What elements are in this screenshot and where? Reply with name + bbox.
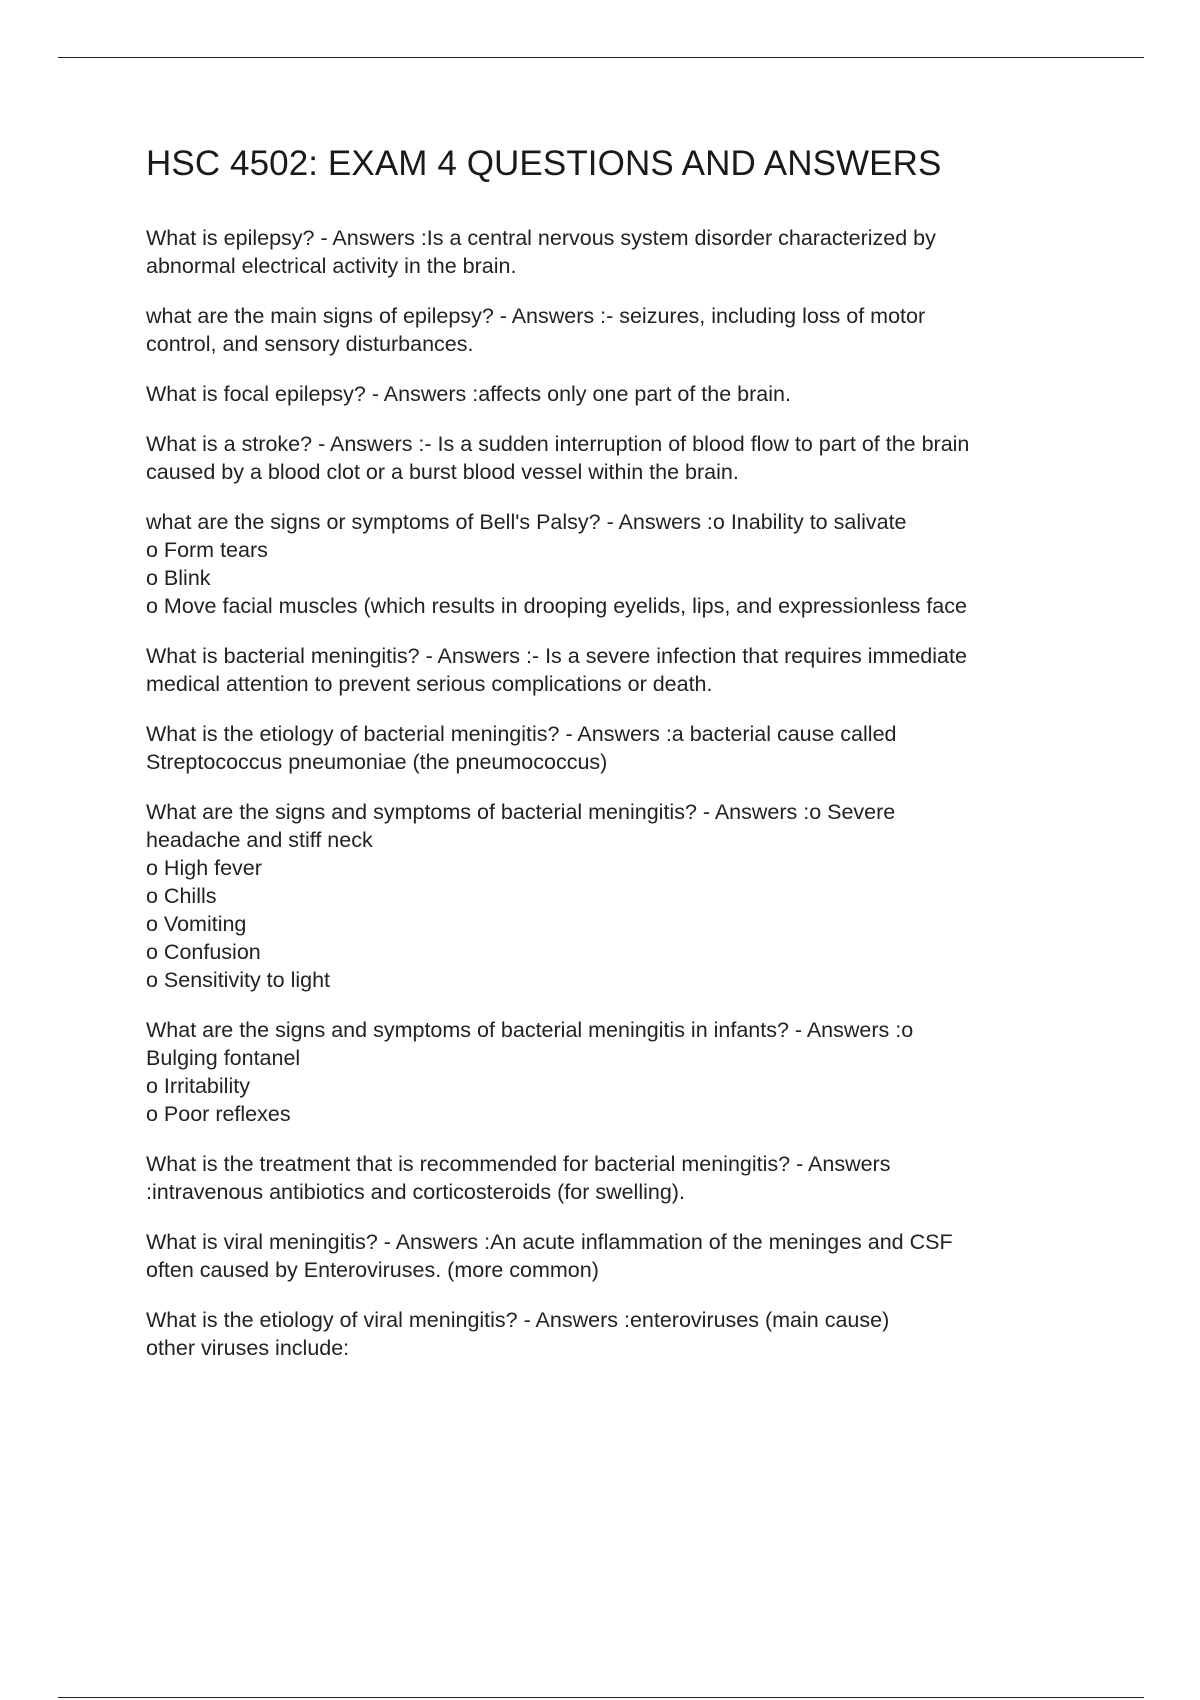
qa-line: headache and stiff neck	[146, 828, 373, 852]
qa-line: :intravenous antibiotics and corticosteroids (for swelling).	[146, 1180, 685, 1204]
qa-item	[146, 380, 1096, 408]
qa-line: What is the treatment that is recommended for bacterial meningitis? - Answers	[146, 1152, 891, 1176]
qa-item	[146, 508, 1096, 620]
qa-line: what are the main signs of epilepsy? - Answers :- seizures, including loss of motor	[146, 304, 926, 328]
qa-line: other viruses include:	[146, 1336, 350, 1360]
qa-line: medical attention to prevent serious complications or death.	[146, 672, 713, 696]
qa-line: What is viral meningitis? - Answers :An acute inflammation of the meninges and CSF	[146, 1230, 953, 1254]
qa-line: Bulging fontanel	[146, 1046, 301, 1070]
qa-item	[146, 720, 1096, 776]
qa-line: What is epilepsy? - Answers :Is a central nervous system disorder characterized by	[146, 226, 936, 250]
qa-line: often caused by Enteroviruses. (more common)	[146, 1258, 599, 1282]
qa-line: What is bacterial meningitis? - Answers :- Is a severe infection that requires immediate	[146, 644, 967, 668]
qa-line: o Vomiting	[146, 912, 247, 936]
qa-line: What is the etiology of viral meningitis? - Answers :enteroviruses (main cause)	[146, 1308, 890, 1332]
qa-line: Streptococcus pneumoniae (the pneumococcus)	[146, 750, 608, 774]
qa-line: o Blink	[146, 566, 211, 590]
qa-line: o High fever	[146, 856, 262, 880]
document-title: HSC 4502: EXAM 4 QUESTIONS AND ANSWERS	[146, 144, 942, 183]
qa-item	[146, 1150, 1096, 1206]
qa-line: What is a stroke? - Answers :- Is a sudden interruption of blood flow to part of the brain	[146, 432, 970, 456]
qa-line: what are the signs or symptoms of Bell's Palsy? - Answers :o Inability to salivate	[146, 510, 907, 534]
qa-line: o Chills	[146, 884, 217, 908]
qa-item	[146, 302, 1096, 358]
qa-line: What are the signs and symptoms of bacterial meningitis? - Answers :o Severe	[146, 800, 896, 824]
qa-line: caused by a blood clot or a burst blood vessel within the brain.	[146, 460, 739, 484]
qa-line: o Form tears	[146, 538, 268, 562]
qa-item	[146, 430, 1096, 486]
qa-line: o Irritability	[146, 1074, 250, 1098]
qa-item	[146, 1306, 1096, 1362]
document-body	[146, 142, 1096, 1384]
qa-line: o Poor reflexes	[146, 1102, 291, 1126]
qa-item	[146, 798, 1096, 994]
qa-item	[146, 224, 1096, 280]
qa-line: What is focal epilepsy? - Answers :affects only one part of the brain.	[146, 382, 791, 406]
qa-line: control, and sensory disturbances.	[146, 332, 474, 356]
qa-item	[146, 642, 1096, 698]
header-rule	[58, 57, 1144, 58]
qa-list	[146, 224, 1096, 1362]
qa-line: What are the signs and symptoms of bacterial meningitis in infants? - Answers :o	[146, 1018, 914, 1042]
qa-item	[146, 1228, 1096, 1284]
footer-rule	[58, 1697, 1144, 1698]
qa-line: abnormal electrical activity in the brain.	[146, 254, 517, 278]
qa-line: o Move facial muscles (which results in drooping eyelids, lips, and expressionless face	[146, 594, 967, 618]
qa-line: o Confusion	[146, 940, 261, 964]
qa-item	[146, 1016, 1096, 1128]
qa-line: o Sensitivity to light	[146, 968, 331, 992]
qa-line: What is the etiology of bacterial meningitis? - Answers :a bacterial cause called	[146, 722, 897, 746]
